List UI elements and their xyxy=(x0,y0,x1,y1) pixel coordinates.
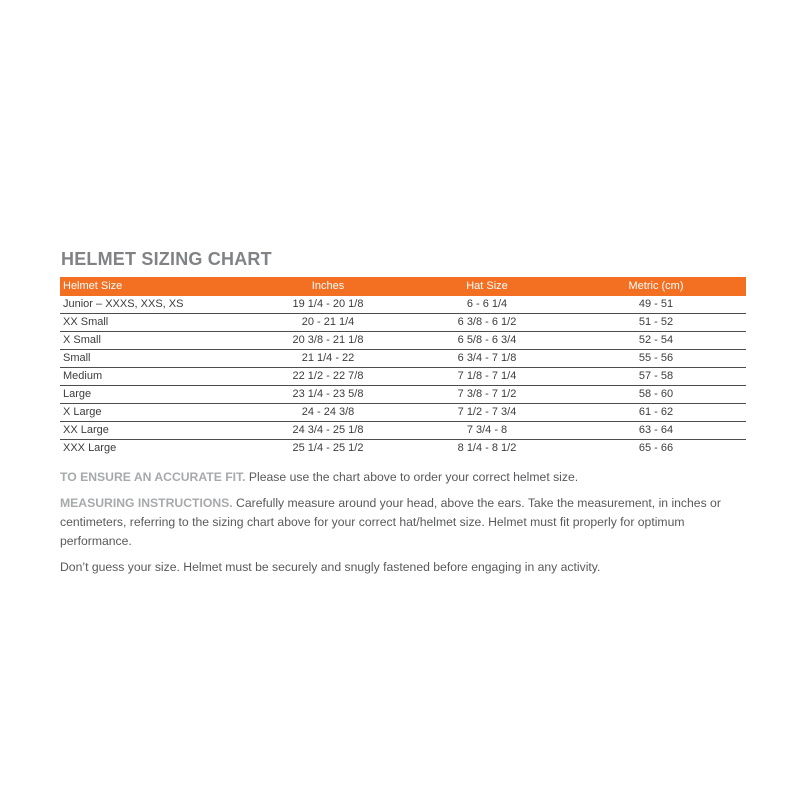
cell-hat-size: 6 5/8 - 6 3/4 xyxy=(408,332,566,350)
cell-hat-size: 7 1/2 - 7 3/4 xyxy=(408,404,566,422)
cell-inches: 22 1/2 - 22 7/8 xyxy=(248,368,408,386)
cell-helmet-size: XX Large xyxy=(60,422,248,440)
col-inches: Inches xyxy=(311,280,345,292)
table-row xyxy=(60,332,746,350)
col-metric: Metric (cm) xyxy=(628,280,684,292)
cell-helmet-size: Small xyxy=(60,350,248,368)
cell-hat-size: 6 3/8 - 6 1/2 xyxy=(408,314,566,332)
cell-hat-size: 8 1/4 - 8 1/2 xyxy=(457,442,517,454)
cell-inches: 19 1/4 - 20 1/8 xyxy=(248,296,408,314)
cell-helmet-size: Large xyxy=(60,386,248,404)
cell-inches: 20 - 21 1/4 xyxy=(248,314,408,332)
cell-hat-size: 6 3/4 - 7 1/8 xyxy=(408,350,566,368)
cell-inches: 24 - 24 3/8 xyxy=(248,404,408,422)
cell-helmet-size: X Large xyxy=(60,404,248,422)
table-row xyxy=(60,440,746,458)
table-row xyxy=(60,422,746,440)
cell-metric: 55 - 56 xyxy=(566,350,746,368)
cell-metric: 65 - 66 xyxy=(638,442,674,454)
cell-metric: 61 - 62 xyxy=(566,404,746,422)
sizing-sheet xyxy=(60,248,743,584)
cell-helmet-size: XXX Large xyxy=(63,442,117,454)
cell-metric: 58 - 60 xyxy=(566,386,746,404)
cell-inches: 20 3/8 - 21 1/8 xyxy=(248,332,408,350)
cell-inches: 21 1/4 - 22 xyxy=(248,350,408,368)
table-row xyxy=(60,404,746,422)
cell-helmet-size: Medium xyxy=(60,368,248,386)
measuring-text: Carefully measure around your head, above the ears. Take the measurement, in inches or centimeters, referring to the sizing chart above for your correct hat/helmet size. Helmet must fit properly for optimum performance. xyxy=(60,496,721,548)
guess-paragraph: Don’t guess your size. Helmet must be securely and snugly fastened before engaging in any activity. xyxy=(60,560,601,574)
table-header xyxy=(60,277,746,296)
sizing-table xyxy=(60,277,746,457)
table-row xyxy=(60,350,746,368)
table-row xyxy=(60,314,746,332)
cell-inches: 24 3/4 - 25 1/8 xyxy=(248,422,408,440)
fit-notes xyxy=(60,468,743,577)
table-row xyxy=(60,386,746,404)
header-row xyxy=(60,277,746,296)
page-title: HELMET SIZING CHART xyxy=(61,249,272,269)
table-row xyxy=(60,296,746,314)
cell-helmet-size: XX Small xyxy=(60,314,248,332)
table-row xyxy=(60,368,746,386)
cell-hat-size: 7 1/8 - 7 1/4 xyxy=(408,368,566,386)
cell-helmet-size: X Small xyxy=(60,332,248,350)
fit-text: Please use the chart above to order your correct helmet size. xyxy=(245,470,579,484)
cell-metric: 52 - 54 xyxy=(566,332,746,350)
cell-hat-size: 7 3/8 - 7 1/2 xyxy=(408,386,566,404)
measuring-lead: MEASURING INSTRUCTIONS. xyxy=(60,496,233,510)
cell-inches: 25 1/4 - 25 1/2 xyxy=(292,442,364,454)
cell-metric: 63 - 64 xyxy=(566,422,746,440)
fit-paragraph xyxy=(60,468,743,487)
cell-metric: 49 - 51 xyxy=(566,296,746,314)
measuring-paragraph xyxy=(60,494,743,551)
cell-hat-size: 6 - 6 1/4 xyxy=(408,296,566,314)
cell-helmet-size: Junior – XXXS, XXS, XS xyxy=(60,296,248,314)
col-hat-size: Hat Size xyxy=(466,280,508,292)
cell-inches: 23 1/4 - 23 5/8 xyxy=(248,386,408,404)
cell-metric: 51 - 52 xyxy=(566,314,746,332)
cell-metric: 57 - 58 xyxy=(566,368,746,386)
col-helmet-size: Helmet Size xyxy=(63,280,123,292)
fit-lead: TO ENSURE AN ACCURATE FIT. xyxy=(60,470,246,484)
table-body xyxy=(60,296,746,457)
cell-hat-size: 7 3/4 - 8 xyxy=(408,422,566,440)
